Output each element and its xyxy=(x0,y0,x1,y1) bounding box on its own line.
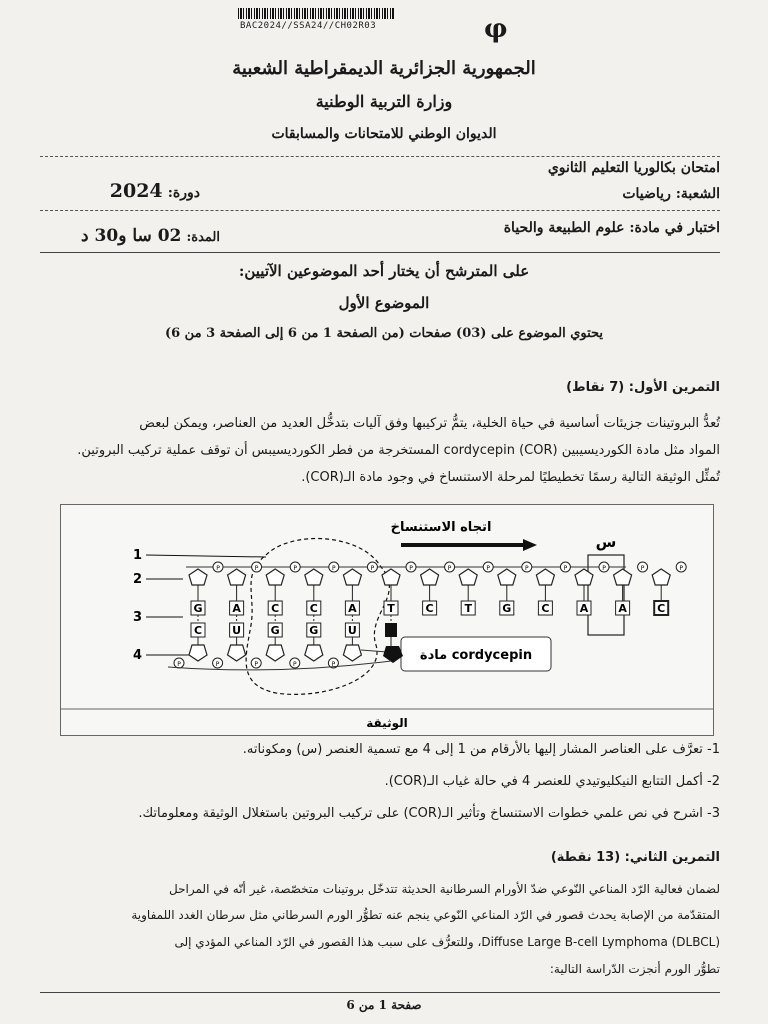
phosphate-label: P xyxy=(215,661,220,668)
phosphate-label: P xyxy=(216,565,220,572)
direction-label: اتجاه الاستنساخ xyxy=(390,520,492,535)
dna-base: C xyxy=(541,602,550,615)
ribose-sugar xyxy=(189,645,207,661)
dna-base: C xyxy=(309,602,318,615)
page-number: صفحة 1 من 6 xyxy=(346,998,422,1012)
info-divider-2 xyxy=(40,252,720,253)
session-label: دورة: xyxy=(167,185,200,201)
branch-label: الشعبة: رياضيات xyxy=(622,186,720,202)
exercise1-title: التمرين الأول: (7 نقاط) xyxy=(566,380,720,395)
dna-base: A xyxy=(232,602,241,615)
dna-base: C xyxy=(657,602,666,615)
phosphate-label: P xyxy=(486,565,491,572)
label-3: 3 xyxy=(133,610,143,625)
duration xyxy=(40,226,220,246)
transcription-bubble xyxy=(246,539,389,695)
dna-base: A xyxy=(618,602,627,615)
exercise2-title: التمرين الثاني: (13 نقطة) xyxy=(550,850,720,865)
phosphate-label: P xyxy=(293,565,298,572)
info-divider-1 xyxy=(40,210,720,211)
ribose-sugar xyxy=(228,645,246,661)
rna-base: U xyxy=(232,624,242,637)
duration-value: 02 سا و30 د xyxy=(81,226,182,246)
pages-note: يحتوي الموضوع على (03) صفحات (من الصفحة 1 من 6 إلى الصفحة 3 من 6) xyxy=(164,326,604,341)
dna-base: G xyxy=(193,602,203,615)
dna-base: T xyxy=(464,602,472,615)
ribose-sugar xyxy=(305,645,323,661)
dna-base: A xyxy=(348,602,357,615)
deoxyribose-sugar xyxy=(652,569,670,585)
exercise1-paragraph-3: تُمثِّل الوثيقة التالية رسمًا تخطيطيًا لمرحلة الاستنساخ في وجود مادة الـ(COR). xyxy=(301,470,720,485)
subject-one-title: الموضوع الأول xyxy=(338,294,430,312)
rna-strand xyxy=(168,615,403,670)
deoxyribose-sugar xyxy=(228,569,246,585)
phosphate-label: P xyxy=(524,565,529,572)
exercise2-paragraph-1: لضمان فعالية الرّد المناعي النّوعي ضدّ الأورام السرطانية الحديثة تتدخّل بروتينات متخصّصة، غير أنّه في المراحل xyxy=(169,882,720,896)
phosphate-label: P xyxy=(679,565,684,572)
label-2: 2 xyxy=(133,572,143,587)
deoxyribose-sugar xyxy=(305,569,323,585)
choose-instruction: على المترشح أن يختار أحد الموضوعين الآتيين: xyxy=(238,262,530,280)
republic-title: الجمهورية الجزائرية الديمقراطية الشعبية xyxy=(232,58,536,79)
label-1: 1 xyxy=(133,548,143,563)
phosphate-label: P xyxy=(177,661,181,668)
question-2: 2- أكمل التتابع النيكليوتيدي للعنصر 4 في حالة غياب الـ(COR). xyxy=(384,774,720,789)
office-title: الديوان الوطني للامتحانات والمسابقات xyxy=(271,126,497,142)
phosphate-label: P xyxy=(409,565,413,572)
barcode xyxy=(238,8,394,19)
transcription-figure xyxy=(60,504,714,736)
duration-label: المدة: xyxy=(186,230,220,245)
subject-label: اختبار في مادة: علوم الطبيعة والحياة xyxy=(503,220,720,236)
dna-base: A xyxy=(579,602,589,615)
rna-base: G xyxy=(270,624,280,637)
phosphate-label: P xyxy=(563,565,568,572)
exercise2-paragraph-4: تطوُّر الورم أنجزت الدّراسة التالية: xyxy=(549,962,720,976)
deoxyribose-sugar xyxy=(459,569,477,585)
arrow-1 xyxy=(146,555,266,557)
phosphate-label: P xyxy=(640,565,645,572)
phosphate-label: P xyxy=(292,661,297,668)
deoxyribose-sugar xyxy=(343,569,361,585)
exercise1-paragraph-2: المواد مثل مادة الكورديسيبين cordycepin (COR) المستخرجة من فطر الكورديسيبس أن توقف عملية تركيب البروتين. xyxy=(77,443,720,458)
deoxyribose-sugar xyxy=(189,569,207,585)
exercise2-paragraph-2: المتقدّمة من الإصابة يحدث قصور في الرّد المناعي النّوعي ينجم عنه تطوُّر الورم السرطاني مثل سرطان الغدد اللمفاوية xyxy=(131,908,720,922)
ministry-title: وزارة التربية الوطنية xyxy=(315,92,453,111)
phosphate-label: P xyxy=(602,565,606,572)
ribose-sugar xyxy=(343,645,361,661)
deoxyribose-sugar xyxy=(536,569,554,585)
question-1: 1- تعرَّف على العناصر المشار إليها بالأرقام من 1 إلى 4 مع تسمية العنصر (س) ومكوناته. xyxy=(242,742,720,757)
exercise2-paragraph-3: Diffuse Large B-cell Lymphoma (DLBCL)، وللتعرُّف على سبب هذا القصور في الرّد المناعي المؤدي إلى xyxy=(174,935,720,949)
deoxyribose-sugar xyxy=(421,569,439,585)
exam-title: امتحان بكالوريا التعليم الثانوي xyxy=(547,160,720,176)
deoxyribose-sugar xyxy=(575,569,593,585)
rna-base: U xyxy=(347,624,357,637)
cordycepin-sugar xyxy=(383,646,403,663)
phi-symbol: φ xyxy=(484,14,508,44)
question-3: 3- اشرح في نص علمي خطوات الاستنساخ وتأثير الـ(COR) على تركيب البروتين باستغلال الوثيقة ومعلوماتك. xyxy=(138,806,720,821)
session-year: 2024 xyxy=(109,180,163,202)
element-s-label: س xyxy=(595,533,617,551)
phosphate-label: P xyxy=(254,565,259,572)
label-4: 4 xyxy=(133,648,143,663)
footer-divider xyxy=(40,992,720,993)
dna-strand xyxy=(186,562,686,615)
rna-base: G xyxy=(309,624,319,637)
dna-base: C xyxy=(425,602,434,615)
dna-base: C xyxy=(271,602,280,615)
exercise1-paragraph-1: تُعدُّ البروتينات جزيئات أساسية في حياة الخلية، يتمُّ تركيبها وفق آليات بتدخُّل العديد من العناصر، ويمكن لبعض xyxy=(139,416,720,431)
phosphate-label: P xyxy=(254,661,259,668)
figure-caption: الوثيقة xyxy=(366,716,408,730)
phosphate-label: P xyxy=(370,565,375,572)
cordycepin-label: مادة cordycepin xyxy=(419,648,533,663)
phosphate-label: P xyxy=(331,661,336,668)
phosphate-label: P xyxy=(331,565,336,572)
dna-base: G xyxy=(502,602,512,615)
deoxyribose-sugar xyxy=(614,569,632,585)
rna-base: C xyxy=(193,624,203,637)
deoxyribose-sugar xyxy=(498,569,516,585)
transcription-diagram xyxy=(61,505,713,735)
deoxyribose-sugar xyxy=(266,569,284,585)
barcode-text: BAC2024//SSA24//CH02R03 xyxy=(240,21,377,31)
header-divider xyxy=(40,156,720,157)
ribose-sugar xyxy=(266,645,284,661)
cordycepin-base xyxy=(385,623,397,637)
session xyxy=(40,180,200,202)
direction-arrowhead xyxy=(523,539,537,551)
phosphate-label: P xyxy=(447,565,452,572)
dna-base: T xyxy=(387,602,395,615)
